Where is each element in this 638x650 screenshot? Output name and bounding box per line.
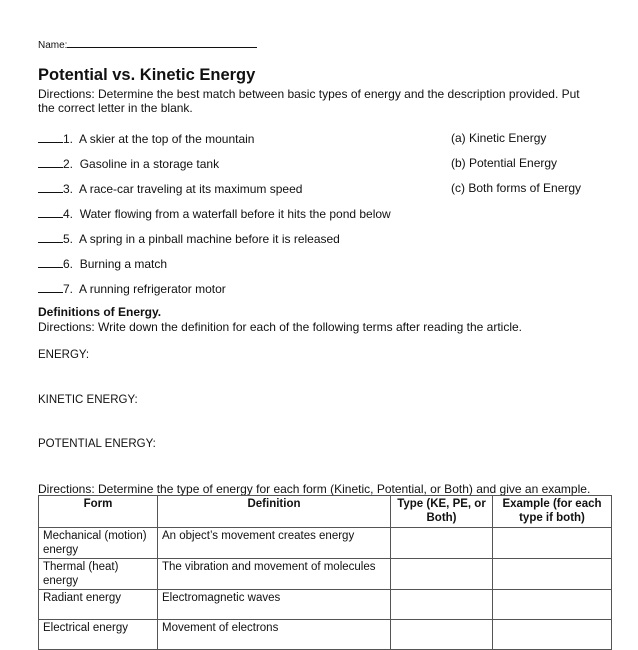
option-a: (a) Kinetic Energy <box>451 131 547 145</box>
definitions-directions: Directions: Write down the definition for each of the following terms after reading the article. <box>38 320 523 334</box>
cell-form: Thermal (heat) energy <box>39 559 158 590</box>
answer-blank[interactable] <box>38 131 63 143</box>
cell-type[interactable] <box>391 528 493 559</box>
question-7 <box>38 281 226 296</box>
matching-directions <box>38 87 580 115</box>
energy-types-table <box>38 495 612 650</box>
header-example: Example (for each type if both) <box>493 496 612 528</box>
answer-blank[interactable] <box>38 181 63 193</box>
question-text: Gasoline in a storage tank <box>79 157 220 171</box>
question-text: Water flowing from a waterfall before it hits the pond below <box>79 207 391 221</box>
question-text: A skier at the top of the mountain <box>79 132 255 146</box>
question-1 <box>38 131 254 146</box>
question-number: 4. <box>63 207 74 221</box>
table-header-row <box>39 496 612 528</box>
question-text: Burning a match <box>79 257 168 271</box>
header-definition: Definition <box>158 496 391 528</box>
cell-example[interactable] <box>493 620 612 650</box>
directions-line-2: the correct letter in the blank. <box>38 101 193 115</box>
cell-type[interactable] <box>391 620 493 650</box>
question-2 <box>38 156 219 171</box>
header-form: Form <box>39 496 158 528</box>
question-text: A running refrigerator motor <box>79 282 226 296</box>
question-text: A race-car traveling at its maximum speed <box>79 182 303 196</box>
cell-type[interactable] <box>391 590 493 620</box>
table-row <box>39 590 612 620</box>
header-type: Type (KE, PE, or Both) <box>391 496 493 528</box>
name-label: Name: <box>38 40 68 51</box>
cell-form: Radiant energy <box>39 590 158 620</box>
cell-definition: The vibration and movement of molecules <box>158 559 391 590</box>
cell-definition: Electromagnetic waves <box>158 590 391 620</box>
table-row <box>39 559 612 590</box>
table-directions: Directions: Determine the type of energy for each form (Kinetic, Potential, or Both) and give an example. <box>38 482 591 496</box>
question-number: 2. <box>63 157 74 171</box>
cell-example[interactable] <box>493 528 612 559</box>
answer-blank[interactable] <box>38 256 63 268</box>
question-number: 5. <box>63 232 74 246</box>
cell-example[interactable] <box>493 590 612 620</box>
option-b: (b) Potential Energy <box>451 156 558 170</box>
name-field[interactable] <box>38 38 257 51</box>
question-3 <box>38 181 302 196</box>
question-number: 6. <box>63 257 74 271</box>
table-row <box>39 528 612 559</box>
question-number: 7. <box>63 282 74 296</box>
option-c: (c) Both forms of Energy <box>451 181 582 195</box>
cell-definition: An object’s movement creates energy <box>158 528 391 559</box>
question-text: A spring in a pinball machine before it is released <box>79 232 340 246</box>
cell-example[interactable] <box>493 559 612 590</box>
question-number: 3. <box>63 182 74 196</box>
term-kinetic-energy: KINETIC ENERGY: <box>38 394 138 406</box>
question-5 <box>38 231 340 246</box>
directions-line-1: Directions: Determine the best match between basic types of energy and the description provided. Put <box>38 87 580 101</box>
answer-blank[interactable] <box>38 281 63 293</box>
question-number: 1. <box>63 132 74 146</box>
cell-form: Electrical energy <box>39 620 158 650</box>
question-6 <box>38 256 167 271</box>
term-potential-energy: POTENTIAL ENERGY: <box>38 438 156 450</box>
question-4 <box>38 206 391 221</box>
table-row <box>39 620 612 650</box>
worksheet-title: Potential vs. Kinetic Energy <box>38 66 256 84</box>
cell-type[interactable] <box>391 559 493 590</box>
name-blank-line[interactable] <box>67 38 257 48</box>
cell-definition: Movement of electrons <box>158 620 391 650</box>
answer-blank[interactable] <box>38 156 63 168</box>
answer-blank[interactable] <box>38 206 63 218</box>
cell-form: Mechanical (motion) energy <box>39 528 158 559</box>
answer-blank[interactable] <box>38 231 63 243</box>
definitions-heading: Definitions of Energy. <box>38 305 162 319</box>
term-energy: ENERGY: <box>38 349 90 361</box>
